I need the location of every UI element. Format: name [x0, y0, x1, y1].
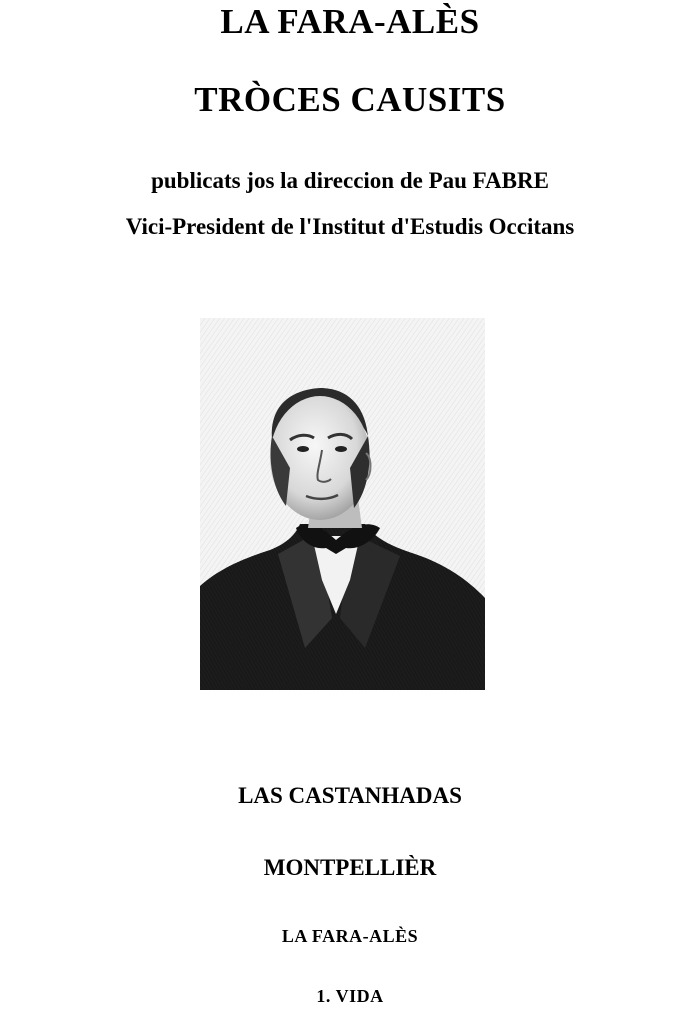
section-heading-vida: 1. VIDA [316, 986, 384, 1006]
section-heading-castanhadas: LAS CASTANHADAS [238, 783, 462, 808]
document-subtitle: TRÒCES CAUSITS [194, 80, 506, 119]
document-title: LA FARA-ALÈS [220, 2, 480, 41]
section-heading-author: LA FARA-ALÈS [281, 926, 419, 946]
section-heading-montpellier: MONTPELLIÈR [263, 855, 437, 880]
editor-line: publicats jos la direccion de Pau FABRE [151, 168, 549, 193]
author-portrait-image [200, 318, 485, 690]
editor-role: Vici-President de l'Institut d'Estudis Occitans [125, 214, 575, 239]
